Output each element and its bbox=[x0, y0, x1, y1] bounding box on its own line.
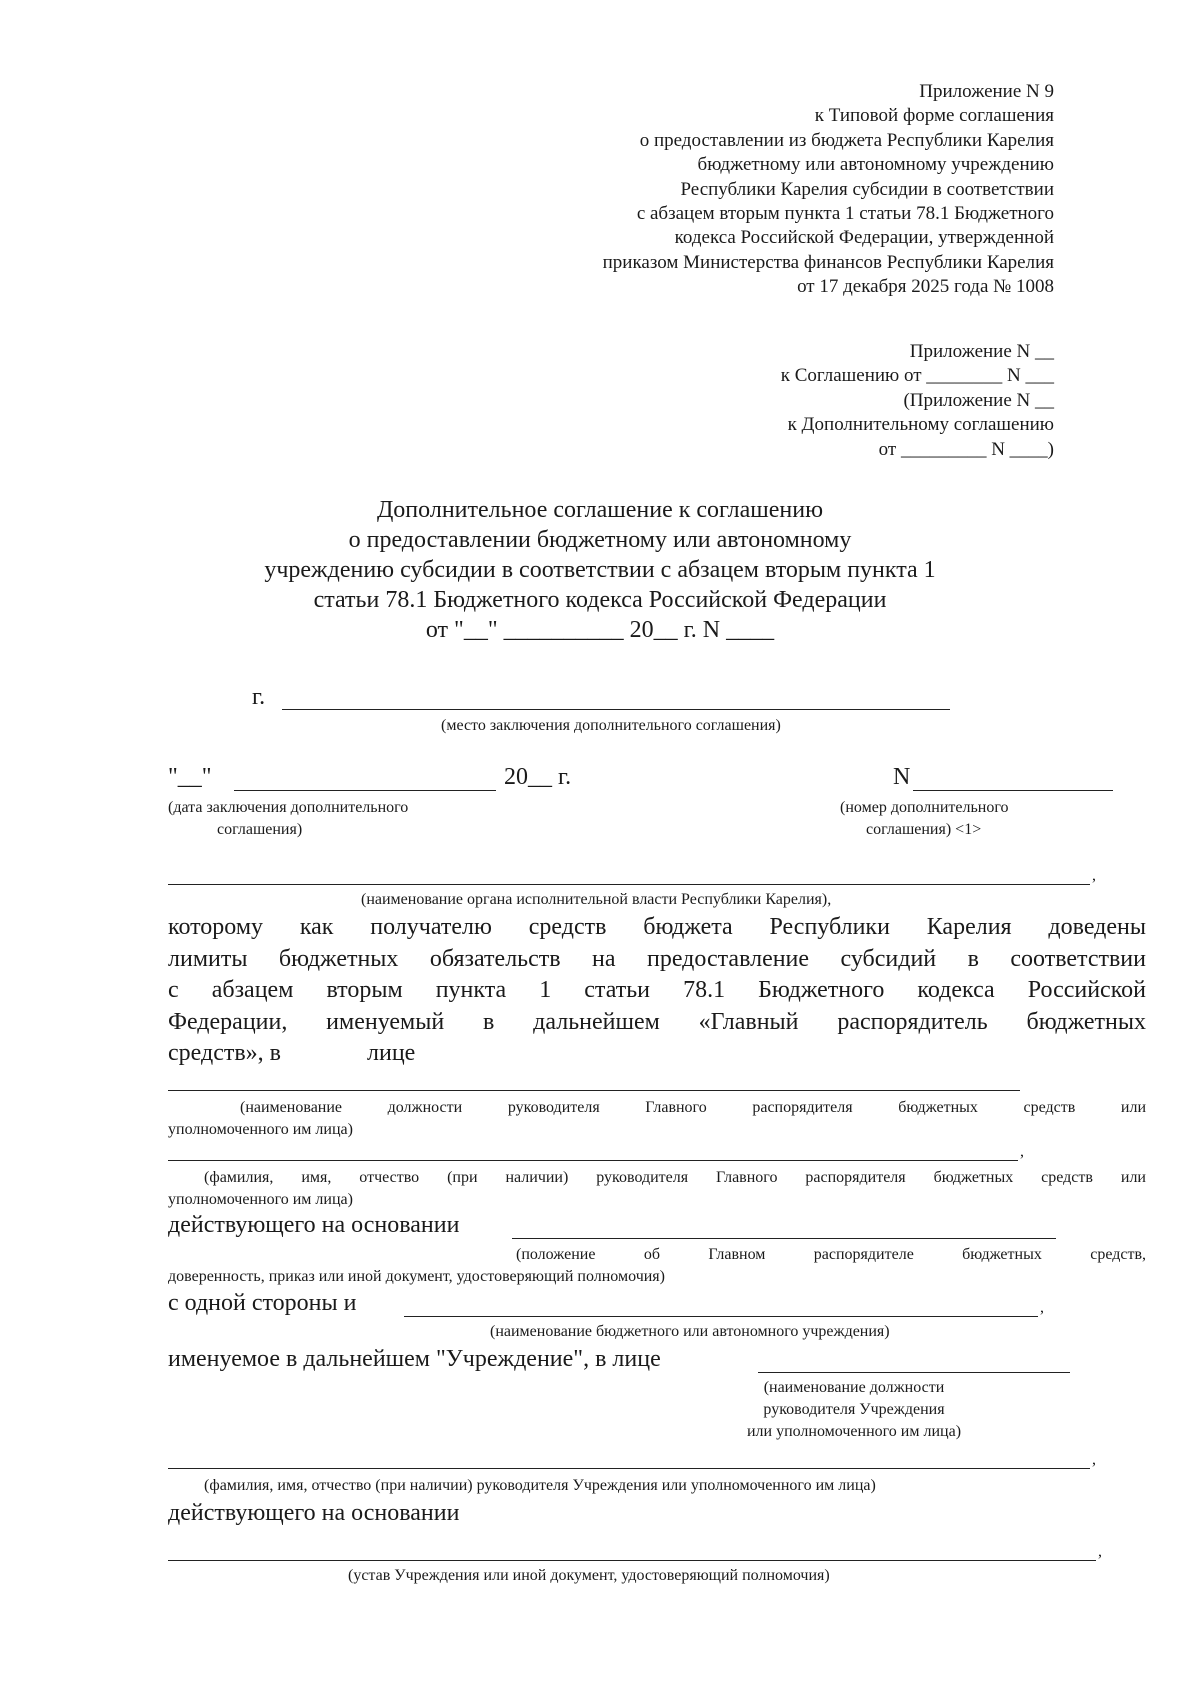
appendix-header bbox=[603, 80, 1054, 300]
title-line: учреждению субсидии в соответствии с абзацем вторым пункта 1 bbox=[264, 557, 936, 583]
place-caption: (место заключения дополнительного соглашения) bbox=[441, 717, 781, 734]
place-prefix: г. bbox=[252, 684, 266, 710]
named-caption: (наименование должности bbox=[763, 1379, 945, 1396]
basis-gr-caption: (положение об Главном распорядителе бюджетных средств, bbox=[516, 1246, 1146, 1263]
paragraph-line: лимиты бюджетных обязательств на предоставление субсидий в соответствии bbox=[168, 945, 1146, 972]
header-line: кодекса Российской Федерации, утвержденной bbox=[674, 227, 1054, 249]
side-comma: , bbox=[1040, 1299, 1044, 1316]
organ-caption: (наименование органа исполнительной власти Республики Карелия), bbox=[361, 891, 832, 908]
paragraph-line: Федерации, именуемый в дальнейшем «Главный распорядитель бюджетных bbox=[168, 1008, 1146, 1035]
organ-comma: , bbox=[1092, 867, 1096, 884]
attachment-reference bbox=[781, 340, 1054, 462]
position-gr-field[interactable] bbox=[168, 1090, 1020, 1091]
paragraph-text: лице bbox=[367, 1040, 416, 1066]
institution-name-field[interactable] bbox=[404, 1316, 1038, 1317]
named-caption: руководителя Учреждения bbox=[763, 1401, 945, 1418]
place-field[interactable] bbox=[282, 709, 950, 710]
basis-inst-comma: , bbox=[1098, 1543, 1102, 1560]
basis-gr-caption: доверенность, приказ или иной документ, удостоверяющий полномочия) bbox=[168, 1268, 665, 1285]
fio-gr-field[interactable] bbox=[168, 1160, 1018, 1161]
attachment-line: к Соглашению от ________ N ___ bbox=[780, 365, 1054, 387]
named-caption: или уполномоченного им лица) bbox=[746, 1423, 962, 1440]
header-line: к Типовой форме соглашения bbox=[814, 105, 1054, 127]
header-line: с абзацем вторым пункта 1 статьи 78.1 Бюджетного bbox=[636, 203, 1054, 225]
position-gr-caption: (наименование должности руководителя Главного распорядителя бюджетных средств или bbox=[240, 1099, 1146, 1116]
fio-inst-caption: (фамилия, имя, отчество (при наличии) руководителя Учреждения или уполномоченного им лица) bbox=[204, 1477, 876, 1494]
number-caption: соглашения) <1> bbox=[866, 821, 982, 838]
date-caption: (дата заключения дополнительного bbox=[168, 799, 409, 816]
institution-name-caption: (наименование бюджетного или автономного учреждения) bbox=[490, 1323, 890, 1340]
title-line: статьи 78.1 Бюджетного кодекса Российской Федерации bbox=[313, 587, 887, 613]
number-field[interactable] bbox=[913, 790, 1113, 791]
position-gr-caption: уполномоченного им лица) bbox=[168, 1121, 353, 1138]
attachment-line: к Дополнительному соглашению bbox=[787, 414, 1054, 436]
named-label: именуемое в дальнейшем "Учреждение", в лице bbox=[168, 1346, 661, 1372]
paragraph-line: с абзацем вторым пункта 1 статьи 78.1 Бюджетного кодекса Российской bbox=[168, 977, 1146, 1003]
date-caption: соглашения) bbox=[217, 821, 303, 838]
institution-head-position-field[interactable] bbox=[758, 1372, 1070, 1373]
basis-gr-field[interactable] bbox=[512, 1238, 1056, 1239]
basis-gr-label: действующего на основании bbox=[168, 1212, 460, 1238]
organ-field[interactable] bbox=[168, 884, 1090, 885]
fio-gr-caption: уполномоченного им лица) bbox=[168, 1191, 353, 1208]
attachment-line: от _________ N ____) bbox=[878, 438, 1054, 460]
header-line: от 17 декабря 2025 года № 1008 bbox=[797, 276, 1054, 298]
basis-inst-field[interactable] bbox=[168, 1560, 1096, 1561]
paragraph-text: средств», в bbox=[168, 1040, 282, 1066]
paragraph-line: которому как получателю средств бюджета Республики Карелия доведены bbox=[168, 914, 1146, 940]
attachment-line: Приложение N __ bbox=[909, 341, 1054, 362]
side-label: с одной стороны и bbox=[168, 1290, 357, 1316]
fio-gr-caption: (фамилия, имя, отчество (при наличии) руководителя Главного распорядителя бюджетных средств или bbox=[204, 1169, 1146, 1186]
number-prefix: N bbox=[893, 764, 911, 790]
attachment-line: (Приложение N __ bbox=[903, 389, 1054, 411]
body-paragraph bbox=[168, 912, 1146, 1070]
fio-inst-comma: , bbox=[1092, 1451, 1096, 1468]
date-year: 20__ г. bbox=[504, 764, 572, 790]
date-field[interactable] bbox=[234, 790, 496, 791]
header-line: Приложение N 9 bbox=[919, 81, 1054, 102]
header-line: Республики Карелия субсидии в соответствии bbox=[680, 178, 1054, 200]
fio-inst-field[interactable] bbox=[168, 1468, 1090, 1469]
date-quotes: "__" bbox=[168, 764, 212, 790]
title-line: Дополнительное соглашение к соглашению bbox=[376, 497, 824, 523]
fio-gr-comma: , bbox=[1020, 1143, 1024, 1160]
title-line: о предоставлении бюджетному или автономному bbox=[348, 527, 852, 553]
document-title bbox=[0, 495, 1200, 645]
header-line: о предоставлении из бюджета Республики Карелия bbox=[639, 129, 1054, 151]
header-line: бюджетному или автономному учреждению bbox=[697, 154, 1054, 176]
basis-inst-label: действующего на основании bbox=[168, 1500, 460, 1526]
header-line: приказом Министерства финансов Республики Карелия bbox=[602, 251, 1054, 273]
number-caption: (номер дополнительного bbox=[840, 799, 1009, 816]
basis-inst-caption: (устав Учреждения или иной документ, удостоверяющий полномочия) bbox=[348, 1567, 830, 1584]
paragraph-line bbox=[168, 1038, 1146, 1070]
title-line: от "__" __________ 20__ г. N ____ bbox=[425, 617, 775, 643]
